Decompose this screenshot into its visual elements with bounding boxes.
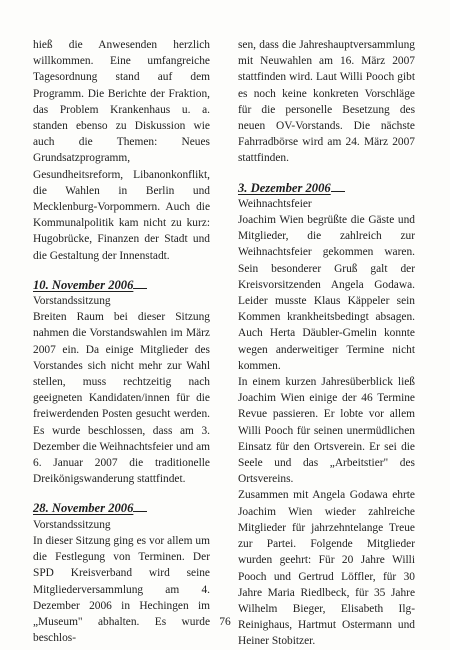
section-paragraph: Joachim Wien begrüßte die Gäste und Mitglieder, die zahlreich zur Weihnachtsfeier gekommen waren. Sein besonderer Gruß galt der Kreisvorsitzenden Angela Godawa. Leider musste Klaus Käppeler sein Kommen krankheitsbedingt absagen. Auch Herta Däubler-Gmelin konnte wegen anderweitiger Termine nicht kommen. xyxy=(238,214,415,372)
right-column xyxy=(238,37,415,650)
page-number: 76 xyxy=(219,616,231,628)
section-heading-nov-10 xyxy=(33,276,210,293)
intro-paragraph: hieß die Anwesenden herzlich willkommen. Eine umfangreiche Tagesordnung stand auf dem Programm. Die Berichte der Fraktion, das Problem Krankenhaus u. a. standen ebenso zu Diskussion wie auch die Themen: Neues Grundsatzprogramm, Gesundheitsreform, Libanonkonflikt, die Wahlen in Berlin und Mecklenburg-Vorpommern. Auch die Kommunalpolitik kam nicht zu kurz: Hugobrücke, Finanzen der Stadt und die Gestaltung der Innenstadt. xyxy=(33,39,210,262)
section-subtitle: Vorstandssitzung xyxy=(33,295,111,308)
section-subtitle: Weihnachtsfeier xyxy=(238,197,312,210)
section-subtitle: Vorstandssitzung xyxy=(33,518,111,531)
heading-underline-tail xyxy=(133,276,147,289)
heading-underline-tail xyxy=(133,499,147,512)
heading-date: 28. November 2006 xyxy=(33,501,134,516)
left-column xyxy=(33,37,210,646)
section-body: In dieser Sitzung ging es vor allem um die Festlegung von Terminen. Der SPD Kreisverband wird seine Mitgliederversammlung am 4. Dezember 2006 in Hechingen im „Museum" abhalten. Es wurde beschlos- xyxy=(33,534,210,645)
heading-date: 3. Dezember 2006 xyxy=(238,180,331,195)
heading-underline-tail xyxy=(331,179,345,192)
section-heading-dec-3 xyxy=(238,179,415,196)
section-paragraph: In einem kurzen Jahresüberblick ließ Joachim Wien einige der 46 Termine Revue passieren. Er lobte vor allem Willi Pooch für seinen unermüdlichen Einsatz für den Ortsverein. Er sei die Seele und das „Arbeitstier" des Ortsvereins. xyxy=(238,376,415,486)
section-body: Breiten Raum bei dieser Sitzung nahmen die Vorstandswahlen im März 2007 ein. Da einige Mitglieder des Vorstandes sich nicht mehr zur Wahl stellen, muss rechtzeitig nach geeigneten Kandidaten/innen für die freiwerdenden Posten gesucht werden. Es wurde beschlossen, dass am 3. Dezember die Weihnachtsfeier und am 6. Januar 2007 die traditionelle Dreikönigswanderung stattfindet. xyxy=(33,311,210,486)
heading-date: 10. November 2006 xyxy=(33,277,134,292)
section-paragraph: Zusammen mit Angela Godawa ehrte Joachim Wien wieder zahlreiche Mitglieder für jahrzehntelange Treue zur Partei. Folgende Mitglieder wurden geehrt: Für 20 Jahre Willi Pooch und Gertrud Löffler, für 30 Jahre Maria Riedlbeck, für 35 Jahre Wilhelm Bieger, Elisabeth Ilg-Reinighaus, Hartmut Ostermann und Heiner Stobitzer. xyxy=(238,489,415,648)
continuation-paragraph: sen, dass die Jahreshauptversammlung mit Neuwahlen am 16. März 2007 stattfinden wird. Laut Willi Pooch gibt es noch keine konkreten Vorschläge für die personelle Besetzung des neuen OV-Vorstands. Die nächste Fahrradbörse wird am 24. März 2007 stattfinden. xyxy=(238,39,415,165)
section-heading-nov-28 xyxy=(33,499,210,516)
